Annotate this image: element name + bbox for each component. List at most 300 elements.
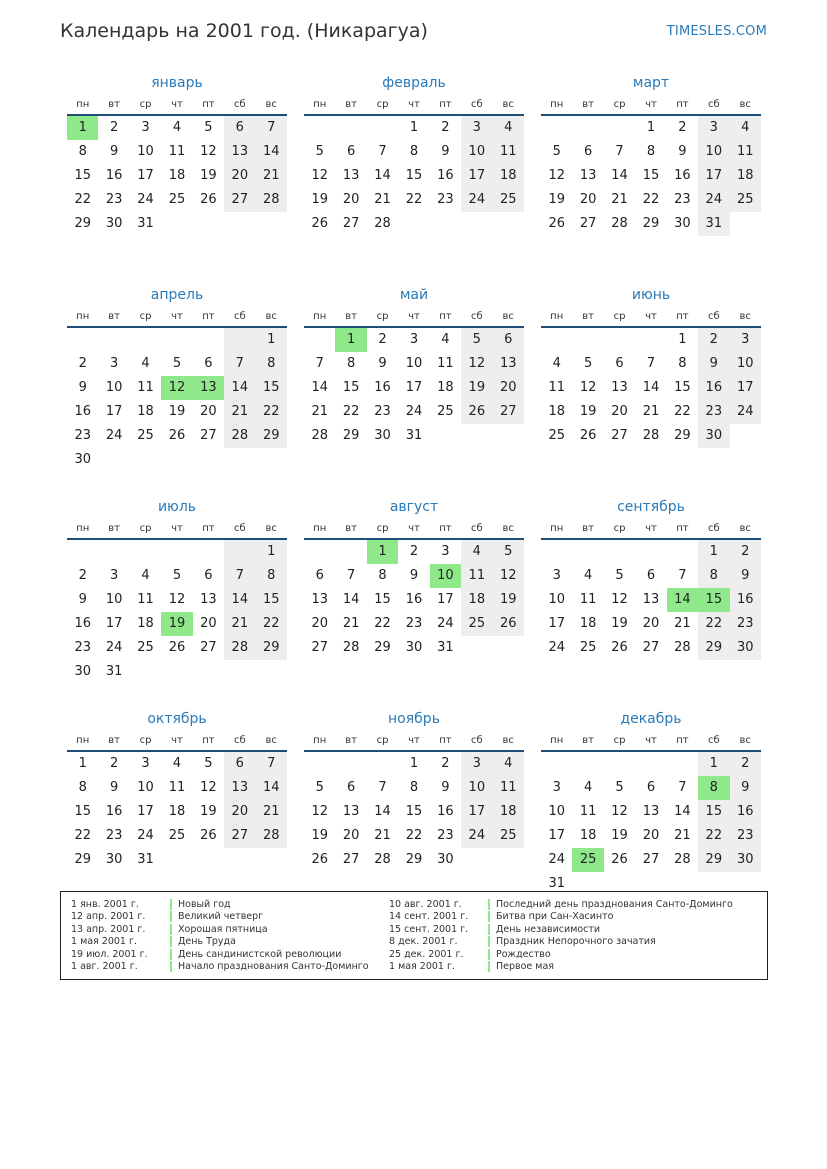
day-cell[interactable]: 18 <box>437 380 454 395</box>
holiday-day-cell[interactable]: 8 <box>698 776 729 800</box>
day-cell[interactable]: 1 <box>698 752 729 776</box>
day-cell[interactable]: 21 <box>374 828 391 843</box>
day-cell[interactable]: 30 <box>674 216 691 231</box>
day-cell[interactable]: 5 <box>552 144 561 159</box>
day-cell[interactable]: 28 <box>311 428 328 443</box>
day-cell[interactable]: 26 <box>200 192 217 207</box>
day-cell[interactable]: 23 <box>674 192 691 207</box>
day-cell[interactable]: 16 <box>437 168 454 183</box>
day-cell[interactable]: 2 <box>730 540 761 564</box>
day-cell[interactable]: 2 <box>78 568 87 583</box>
day-cell[interactable]: 26 <box>311 852 328 867</box>
day-cell[interactable]: 1 <box>646 120 656 135</box>
day-cell[interactable]: 13 <box>642 804 660 819</box>
day-cell[interactable]: 5 <box>315 144 324 159</box>
day-cell[interactable]: 28 <box>374 852 391 867</box>
day-cell[interactable]: 3 <box>461 116 492 140</box>
day-cell[interactable]: 20 <box>311 616 328 631</box>
day-cell[interactable]: 10 <box>137 144 154 159</box>
day-cell[interactable]: 9 <box>78 592 87 607</box>
day-cell[interactable]: 20 <box>642 616 660 631</box>
day-cell[interactable]: 8 <box>678 356 687 371</box>
day-cell[interactable]: 8 <box>256 352 287 376</box>
day-cell[interactable]: 11 <box>168 780 186 795</box>
day-cell[interactable]: 10 <box>105 380 123 395</box>
day-cell[interactable]: 21 <box>311 404 328 419</box>
day-cell[interactable]: 30 <box>730 848 761 872</box>
day-cell[interactable]: 8 <box>346 356 356 371</box>
day-cell[interactable]: 18 <box>168 168 186 183</box>
day-cell[interactable]: 2 <box>78 356 87 371</box>
day-cell[interactable]: 21 <box>611 192 628 207</box>
day-cell[interactable]: 19 <box>611 828 628 843</box>
day-cell[interactable]: 6 <box>346 144 356 159</box>
day-cell[interactable]: 4 <box>172 120 182 135</box>
day-cell[interactable]: 26 <box>168 640 186 655</box>
day-cell[interactable]: 29 <box>642 216 660 231</box>
day-cell[interactable]: 18 <box>137 616 154 631</box>
day-cell[interactable]: 26 <box>200 828 217 843</box>
day-cell[interactable]: 9 <box>441 780 450 795</box>
day-cell[interactable]: 24 <box>105 428 123 443</box>
day-cell[interactable]: 29 <box>74 852 91 867</box>
day-cell[interactable]: 17 <box>548 616 565 631</box>
day-cell[interactable]: 4 <box>493 116 524 140</box>
day-cell[interactable]: 23 <box>74 640 91 655</box>
day-cell[interactable]: 26 <box>548 216 565 231</box>
day-cell[interactable]: 22 <box>74 192 91 207</box>
day-cell[interactable]: 11 <box>730 140 761 164</box>
day-cell[interactable]: 19 <box>200 168 217 183</box>
day-cell[interactable]: 1 <box>678 332 687 347</box>
day-cell[interactable]: 13 <box>342 168 360 183</box>
day-cell[interactable]: 18 <box>168 804 186 819</box>
day-cell[interactable]: 16 <box>405 592 423 607</box>
day-cell[interactable]: 27 <box>224 188 255 212</box>
day-cell[interactable]: 8 <box>698 564 729 588</box>
day-cell[interactable]: 16 <box>674 168 691 183</box>
day-cell[interactable]: 19 <box>611 616 628 631</box>
day-cell[interactable]: 3 <box>109 356 119 371</box>
day-cell[interactable]: 3 <box>730 328 761 352</box>
day-cell[interactable]: 22 <box>256 400 287 424</box>
day-cell[interactable]: 14 <box>611 168 628 183</box>
day-cell[interactable]: 7 <box>224 564 255 588</box>
holiday-day-cell[interactable]: 12 <box>161 376 192 400</box>
day-cell[interactable]: 28 <box>674 640 691 655</box>
day-cell[interactable]: 3 <box>109 568 119 583</box>
day-cell[interactable]: 9 <box>109 144 119 159</box>
day-cell[interactable]: 24 <box>548 852 565 867</box>
day-cell[interactable]: 10 <box>137 780 154 795</box>
day-cell[interactable]: 12 <box>200 780 217 795</box>
day-cell[interactable]: 12 <box>579 380 597 395</box>
day-cell[interactable]: 29 <box>256 636 287 660</box>
day-cell[interactable]: 22 <box>698 824 729 848</box>
day-cell[interactable]: 30 <box>105 852 123 867</box>
day-cell[interactable]: 6 <box>583 144 593 159</box>
day-cell[interactable]: 25 <box>548 428 565 443</box>
day-cell[interactable]: 9 <box>698 352 729 376</box>
day-cell[interactable]: 8 <box>409 780 419 795</box>
day-cell[interactable]: 15 <box>698 800 729 824</box>
day-cell[interactable]: 7 <box>378 144 387 159</box>
day-cell[interactable]: 22 <box>405 828 423 843</box>
day-cell[interactable]: 20 <box>611 404 628 419</box>
day-cell[interactable]: 13 <box>311 592 328 607</box>
day-cell[interactable]: 10 <box>105 592 123 607</box>
day-cell[interactable]: 3 <box>552 780 561 795</box>
day-cell[interactable]: 25 <box>493 188 524 212</box>
day-cell[interactable]: 10 <box>730 352 761 376</box>
day-cell[interactable]: 20 <box>342 192 360 207</box>
day-cell[interactable]: 7 <box>224 352 255 376</box>
day-cell[interactable]: 5 <box>315 780 324 795</box>
day-cell[interactable]: 25 <box>493 824 524 848</box>
day-cell[interactable]: 23 <box>105 192 123 207</box>
day-cell[interactable]: 20 <box>200 616 217 631</box>
day-cell[interactable]: 9 <box>378 356 387 371</box>
day-cell[interactable]: 20 <box>642 828 660 843</box>
day-cell[interactable]: 28 <box>642 428 660 443</box>
day-cell[interactable]: 29 <box>342 428 360 443</box>
day-cell[interactable]: 8 <box>378 568 387 583</box>
day-cell[interactable]: 11 <box>579 592 597 607</box>
day-cell[interactable]: 19 <box>579 404 597 419</box>
day-cell[interactable]: 30 <box>698 424 729 448</box>
day-cell[interactable]: 14 <box>374 804 391 819</box>
holiday-day-cell[interactable]: 10 <box>430 564 461 588</box>
day-cell[interactable]: 12 <box>548 168 565 183</box>
day-cell[interactable]: 25 <box>137 428 154 443</box>
day-cell[interactable]: 26 <box>461 400 492 424</box>
day-cell[interactable]: 6 <box>204 568 213 583</box>
day-cell[interactable]: 21 <box>224 612 255 636</box>
brand-link[interactable]: TIMESLES.COM <box>666 24 767 39</box>
day-cell[interactable]: 11 <box>137 380 154 395</box>
day-cell[interactable]: 29 <box>74 216 91 231</box>
day-cell[interactable]: 2 <box>409 544 419 559</box>
day-cell[interactable]: 31 <box>137 852 154 867</box>
day-cell[interactable]: 14 <box>674 804 691 819</box>
day-cell[interactable]: 6 <box>646 568 656 583</box>
day-cell[interactable]: 8 <box>78 144 87 159</box>
day-cell[interactable]: 2 <box>109 756 119 771</box>
day-cell[interactable]: 13 <box>642 592 660 607</box>
day-cell[interactable]: 17 <box>730 376 761 400</box>
day-cell[interactable]: 3 <box>461 752 492 776</box>
day-cell[interactable]: 12 <box>611 804 628 819</box>
day-cell[interactable]: 15 <box>74 804 91 819</box>
day-cell[interactable]: 11 <box>579 804 597 819</box>
day-cell[interactable]: 25 <box>579 640 597 655</box>
day-cell[interactable]: 11 <box>168 144 186 159</box>
day-cell[interactable]: 10 <box>461 776 492 800</box>
day-cell[interactable]: 15 <box>642 168 660 183</box>
day-cell[interactable]: 23 <box>405 616 423 631</box>
day-cell[interactable]: 13 <box>224 776 255 800</box>
day-cell[interactable]: 11 <box>137 592 154 607</box>
day-cell[interactable]: 19 <box>311 192 328 207</box>
day-cell[interactable]: 23 <box>374 404 391 419</box>
day-cell[interactable]: 4 <box>583 568 593 583</box>
day-cell[interactable]: 15 <box>374 592 391 607</box>
day-cell[interactable]: 3 <box>441 544 450 559</box>
holiday-day-cell[interactable]: 1 <box>367 540 398 564</box>
day-cell[interactable]: 22 <box>74 828 91 843</box>
day-cell[interactable]: 24 <box>548 640 565 655</box>
day-cell[interactable]: 31 <box>137 216 154 231</box>
day-cell[interactable]: 16 <box>74 616 91 631</box>
day-cell[interactable]: 11 <box>437 356 454 371</box>
day-cell[interactable]: 10 <box>698 140 729 164</box>
day-cell[interactable]: 3 <box>141 756 150 771</box>
day-cell[interactable]: 10 <box>548 592 565 607</box>
day-cell[interactable]: 19 <box>168 404 186 419</box>
day-cell[interactable]: 6 <box>224 752 255 776</box>
day-cell[interactable]: 6 <box>493 328 524 352</box>
day-cell[interactable]: 17 <box>437 592 454 607</box>
day-cell[interactable]: 9 <box>409 568 419 583</box>
day-cell[interactable]: 13 <box>342 804 360 819</box>
day-cell[interactable]: 7 <box>378 780 387 795</box>
day-cell[interactable]: 2 <box>678 120 687 135</box>
day-cell[interactable]: 31 <box>437 640 454 655</box>
day-cell[interactable]: 30 <box>105 216 123 231</box>
day-cell[interactable]: 17 <box>105 404 123 419</box>
day-cell[interactable]: 13 <box>579 168 597 183</box>
day-cell[interactable]: 28 <box>674 852 691 867</box>
day-cell[interactable]: 27 <box>342 852 360 867</box>
day-cell[interactable]: 3 <box>698 116 729 140</box>
day-cell[interactable]: 4 <box>141 356 150 371</box>
day-cell[interactable]: 14 <box>374 168 391 183</box>
day-cell[interactable]: 6 <box>346 780 356 795</box>
day-cell[interactable]: 19 <box>461 376 492 400</box>
day-cell[interactable]: 17 <box>137 168 154 183</box>
day-cell[interactable]: 2 <box>378 332 387 347</box>
holiday-day-cell[interactable]: 13 <box>193 376 224 400</box>
day-cell[interactable]: 7 <box>346 568 356 583</box>
holiday-day-cell[interactable]: 14 <box>667 588 698 612</box>
day-cell[interactable]: 13 <box>200 592 217 607</box>
day-cell[interactable]: 5 <box>583 356 593 371</box>
day-cell[interactable]: 5 <box>493 540 524 564</box>
day-cell[interactable]: 30 <box>74 664 91 679</box>
day-cell[interactable]: 7 <box>615 144 624 159</box>
day-cell[interactable]: 17 <box>137 804 154 819</box>
day-cell[interactable]: 12 <box>168 592 186 607</box>
day-cell[interactable]: 23 <box>437 828 454 843</box>
day-cell[interactable]: 30 <box>74 452 91 467</box>
day-cell[interactable]: 20 <box>493 376 524 400</box>
day-cell[interactable]: 10 <box>461 140 492 164</box>
day-cell[interactable]: 14 <box>342 592 360 607</box>
day-cell[interactable]: 24 <box>698 188 729 212</box>
day-cell[interactable]: 12 <box>311 804 328 819</box>
day-cell[interactable]: 11 <box>493 776 524 800</box>
day-cell[interactable]: 3 <box>409 332 419 347</box>
day-cell[interactable]: 11 <box>493 140 524 164</box>
day-cell[interactable]: 6 <box>646 780 656 795</box>
day-cell[interactable]: 22 <box>698 612 729 636</box>
day-cell[interactable]: 11 <box>548 380 565 395</box>
day-cell[interactable]: 5 <box>172 568 182 583</box>
day-cell[interactable]: 9 <box>441 144 450 159</box>
day-cell[interactable]: 31 <box>698 212 729 236</box>
day-cell[interactable]: 7 <box>256 752 287 776</box>
day-cell[interactable]: 18 <box>730 164 761 188</box>
day-cell[interactable]: 4 <box>552 356 561 371</box>
day-cell[interactable]: 1 <box>409 120 419 135</box>
day-cell[interactable]: 24 <box>137 192 154 207</box>
day-cell[interactable]: 15 <box>256 376 287 400</box>
day-cell[interactable]: 15 <box>74 168 91 183</box>
day-cell[interactable]: 29 <box>698 636 729 660</box>
day-cell[interactable]: 23 <box>74 428 91 443</box>
day-cell[interactable]: 30 <box>730 636 761 660</box>
day-cell[interactable]: 29 <box>405 852 423 867</box>
day-cell[interactable]: 29 <box>256 424 287 448</box>
day-cell[interactable]: 1 <box>256 328 287 352</box>
day-cell[interactable]: 30 <box>405 640 423 655</box>
day-cell[interactable]: 26 <box>611 852 628 867</box>
day-cell[interactable]: 8 <box>409 144 419 159</box>
day-cell[interactable]: 9 <box>78 380 87 395</box>
day-cell[interactable]: 8 <box>78 780 87 795</box>
day-cell[interactable]: 12 <box>493 564 524 588</box>
day-cell[interactable]: 27 <box>642 640 660 655</box>
day-cell[interactable]: 20 <box>342 828 360 843</box>
day-cell[interactable]: 27 <box>224 824 255 848</box>
day-cell[interactable]: 21 <box>224 400 255 424</box>
day-cell[interactable]: 17 <box>105 616 123 631</box>
day-cell[interactable]: 18 <box>461 588 492 612</box>
day-cell[interactable]: 12 <box>200 144 217 159</box>
day-cell[interactable]: 24 <box>437 616 454 631</box>
day-cell[interactable]: 4 <box>583 780 593 795</box>
day-cell[interactable]: 21 <box>342 616 360 631</box>
day-cell[interactable]: 27 <box>611 428 628 443</box>
day-cell[interactable]: 25 <box>461 612 492 636</box>
day-cell[interactable]: 31 <box>548 876 565 891</box>
day-cell[interactable]: 23 <box>730 824 761 848</box>
day-cell[interactable]: 3 <box>552 568 561 583</box>
day-cell[interactable]: 2 <box>109 120 119 135</box>
day-cell[interactable]: 5 <box>461 328 492 352</box>
day-cell[interactable]: 12 <box>311 168 328 183</box>
day-cell[interactable]: 5 <box>204 756 213 771</box>
day-cell[interactable]: 2 <box>730 752 761 776</box>
day-cell[interactable]: 22 <box>342 404 360 419</box>
day-cell[interactable]: 4 <box>141 568 150 583</box>
day-cell[interactable]: 1 <box>698 540 729 564</box>
day-cell[interactable]: 28 <box>342 640 360 655</box>
day-cell[interactable]: 18 <box>579 616 597 631</box>
day-cell[interactable]: 19 <box>548 192 565 207</box>
day-cell[interactable]: 5 <box>172 356 182 371</box>
day-cell[interactable]: 15 <box>342 380 360 395</box>
day-cell[interactable]: 5 <box>615 780 624 795</box>
day-cell[interactable]: 6 <box>615 356 624 371</box>
day-cell[interactable]: 29 <box>674 428 691 443</box>
day-cell[interactable]: 28 <box>256 824 287 848</box>
day-cell[interactable]: 17 <box>461 164 492 188</box>
day-cell[interactable]: 16 <box>698 376 729 400</box>
day-cell[interactable]: 26 <box>611 640 628 655</box>
day-cell[interactable]: 16 <box>105 804 123 819</box>
day-cell[interactable]: 21 <box>674 828 691 843</box>
day-cell[interactable]: 7 <box>646 356 656 371</box>
day-cell[interactable]: 7 <box>678 568 687 583</box>
day-cell[interactable]: 20 <box>224 164 255 188</box>
day-cell[interactable]: 16 <box>74 404 91 419</box>
day-cell[interactable]: 21 <box>256 164 287 188</box>
day-cell[interactable]: 8 <box>256 564 287 588</box>
day-cell[interactable]: 25 <box>730 188 761 212</box>
day-cell[interactable]: 19 <box>311 828 328 843</box>
day-cell[interactable]: 25 <box>137 640 154 655</box>
day-cell[interactable]: 14 <box>256 776 287 800</box>
day-cell[interactable]: 6 <box>315 568 324 583</box>
day-cell[interactable]: 27 <box>200 428 217 443</box>
day-cell[interactable]: 14 <box>224 376 255 400</box>
day-cell[interactable]: 31 <box>405 428 423 443</box>
day-cell[interactable]: 18 <box>548 404 565 419</box>
day-cell[interactable]: 17 <box>405 380 423 395</box>
holiday-day-cell[interactable]: 15 <box>698 588 729 612</box>
day-cell[interactable]: 15 <box>405 168 423 183</box>
day-cell[interactable]: 20 <box>200 404 217 419</box>
day-cell[interactable]: 12 <box>461 352 492 376</box>
day-cell[interactable]: 30 <box>437 852 454 867</box>
day-cell[interactable]: 14 <box>224 588 255 612</box>
day-cell[interactable]: 2 <box>441 756 450 771</box>
holiday-day-cell[interactable]: 25 <box>572 848 603 872</box>
day-cell[interactable]: 22 <box>374 616 391 631</box>
day-cell[interactable]: 17 <box>698 164 729 188</box>
day-cell[interactable]: 6 <box>204 356 213 371</box>
day-cell[interactable]: 22 <box>405 192 423 207</box>
day-cell[interactable]: 16 <box>730 588 761 612</box>
day-cell[interactable]: 21 <box>674 616 691 631</box>
day-cell[interactable]: 7 <box>256 116 287 140</box>
day-cell[interactable]: 23 <box>730 612 761 636</box>
day-cell[interactable]: 16 <box>374 380 391 395</box>
day-cell[interactable]: 9 <box>730 776 761 800</box>
day-cell[interactable]: 25 <box>437 404 454 419</box>
day-cell[interactable]: 23 <box>437 192 454 207</box>
day-cell[interactable]: 23 <box>698 400 729 424</box>
day-cell[interactable]: 21 <box>374 192 391 207</box>
day-cell[interactable]: 7 <box>315 356 324 371</box>
day-cell[interactable]: 28 <box>256 188 287 212</box>
day-cell[interactable]: 15 <box>256 588 287 612</box>
day-cell[interactable]: 21 <box>642 404 660 419</box>
day-cell[interactable]: 22 <box>256 612 287 636</box>
day-cell[interactable]: 10 <box>405 356 423 371</box>
day-cell[interactable]: 16 <box>437 804 454 819</box>
day-cell[interactable]: 27 <box>493 400 524 424</box>
day-cell[interactable]: 29 <box>374 640 391 655</box>
day-cell[interactable]: 3 <box>141 120 150 135</box>
day-cell[interactable]: 24 <box>461 188 492 212</box>
day-cell[interactable]: 28 <box>224 636 255 660</box>
day-cell[interactable]: 17 <box>461 800 492 824</box>
day-cell[interactable]: 22 <box>674 404 691 419</box>
day-cell[interactable]: 20 <box>579 192 597 207</box>
day-cell[interactable]: 27 <box>200 640 217 655</box>
